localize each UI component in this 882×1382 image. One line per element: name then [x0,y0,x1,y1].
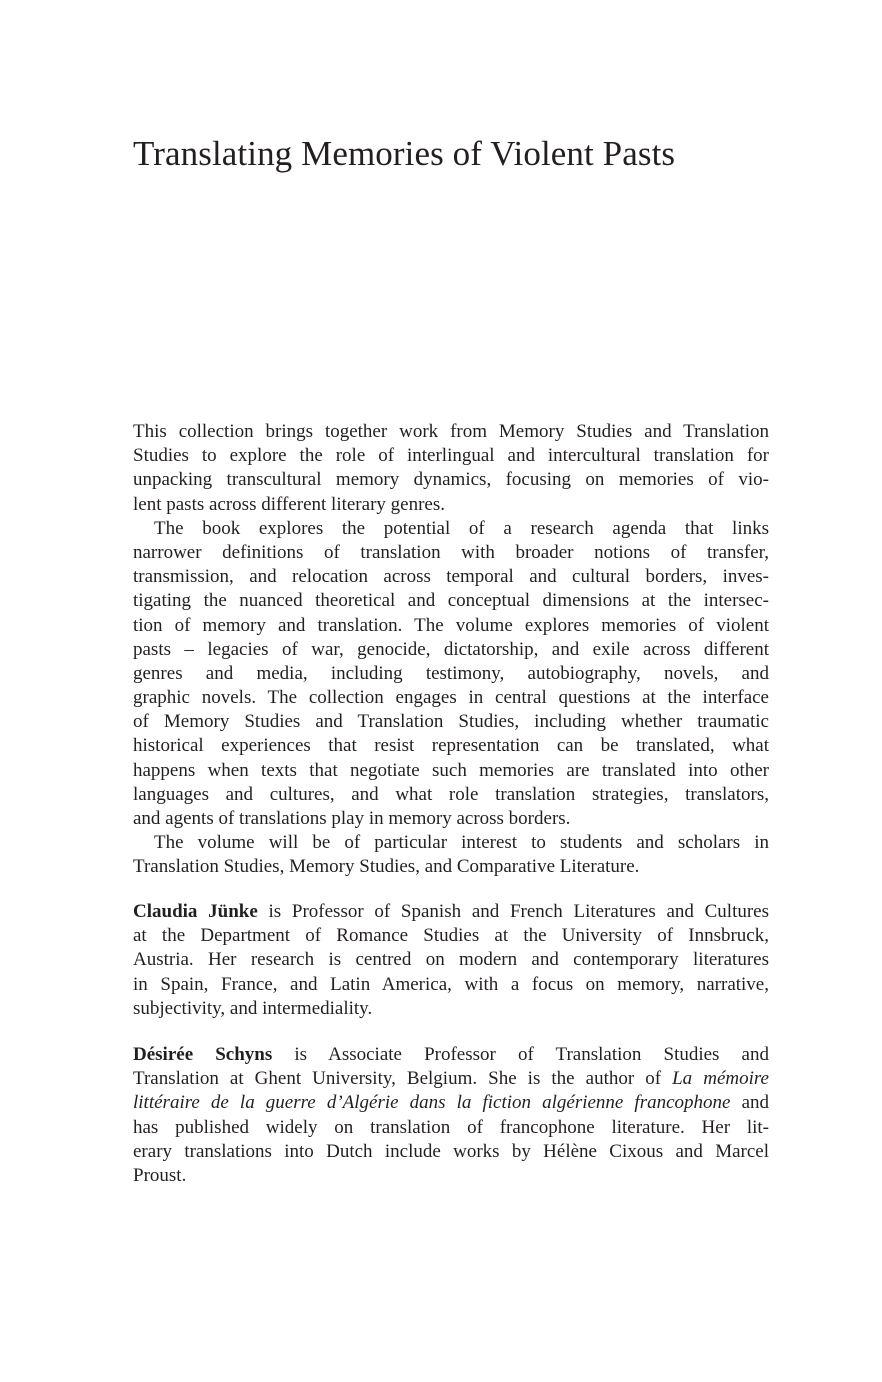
text-line [133,1164,769,1188]
text-line: of Memory Studies and Translation Studies, including whether traumatic [133,711,769,733]
text-segment: Proust. [133,1164,187,1186]
text-line: happens when texts that negotiate such memories are translated into other [133,759,769,781]
text-segment: is Associate Professor of Translation Studies and [272,1044,769,1065]
author-name: Désirée Schyns [133,1044,273,1065]
book-title-italic: littéraire de la guerre d’Algérie dans la fiction algérienne francophone [133,1092,731,1114]
author-name: Claudia Jünke [133,901,258,922]
book-title-italic: La mémoire [672,1068,769,1090]
text-line [133,1140,769,1164]
text-line [133,973,769,997]
text-line: languages and cultures, and what role translation strategies, translators, [133,783,769,805]
editor-bio-junke [133,900,769,1021]
text-line [133,1043,769,1067]
text-line: unpacking transcultural memory dynamics, focusing on memories of vio- [133,469,769,491]
editor-bio-schyns [133,1043,769,1188]
text-line: transmission, and relocation across temporal and cultural borders, inves- [133,566,769,588]
text-line: pasts – legacies of war, genocide, dictatorship, and exile across different [133,638,769,660]
text-line [133,997,769,1021]
book-title: Translating Memories of Violent Pasts [133,134,676,173]
text-line: This collection brings together work from Memory Studies and Translation [133,421,769,442]
text-line: tion of memory and translation. The volume explores memories of violent [133,614,769,636]
text-line: and agents of translations play in memory across borders. [133,808,571,829]
text-line [133,924,769,948]
text-line: The volume will be of particular interest to students and scholars in [154,832,769,854]
text-line [133,1091,769,1115]
text-line [133,948,769,972]
text-line [133,900,769,924]
text-line: tigating the nuanced theoretical and conceptual dimensions at the intersec- [133,590,769,612]
text-segment: and [730,1092,769,1114]
text-line: narrower definitions of translation with broader notions of transfer, [133,541,769,563]
text-line: historical experiences that resist representation can be translated, what [133,735,769,757]
text-line: The book explores the potential of a research agenda that links [154,517,769,539]
text-line: Translation Studies, Memory Studies, and Comparative Literature. [133,856,640,878]
text-segment: has published widely on translation of francophone literature. Her lit- [133,1116,769,1138]
text-segment: is Professor of Spanish and French Literatures and Cultures [257,901,770,922]
text-segment: subjectivity, and intermediality. [133,997,373,1019]
text-segment: at the Department of Romance Studies at the University of Innsbruck, [133,925,769,947]
text-line [133,1116,769,1140]
text-line: graphic novels. The collection engages in central questions at the interface [133,687,769,709]
text-line: genres and media, including testimony, autobiography, novels, and [133,662,769,684]
text-line [133,1067,769,1091]
text-line: lent pasts across different literary genres. [133,493,445,515]
text-segment: Austria. Her research is centred on modern and contemporary literatures [133,949,769,971]
text-segment: erary translations into Dutch include works by Hélène Cixous and Marcel [133,1140,769,1162]
text-segment: Translation at Ghent University, Belgium. She is the author of [133,1068,673,1090]
text-line: Studies to explore the role of interlingual and intercultural translation for [133,445,769,467]
text-segment: in Spain, France, and Latin America, with a focus on memory, narrative, [133,973,769,995]
book-description [133,420,769,880]
